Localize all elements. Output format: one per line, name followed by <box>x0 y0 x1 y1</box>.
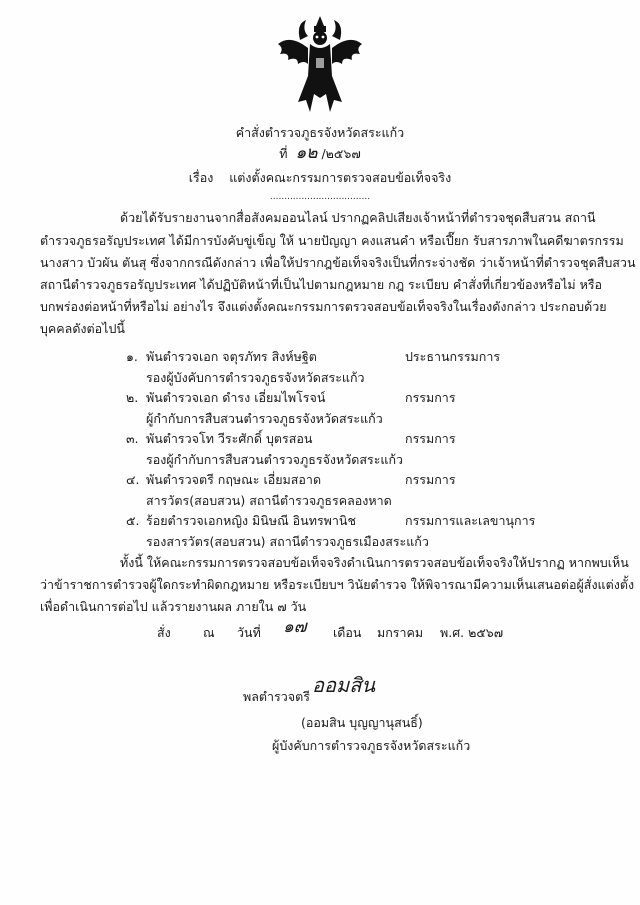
handwritten-signature: ออมสิน <box>312 673 376 697</box>
signer-rank: พลตำรวจตรี <box>243 689 310 704</box>
paragraph-line: บกพร่องต่อหน้าที่หรือไม่ อย่างไร จึงแต่งตั้งคณะกรรมการตรวจสอบข้อเท็จจริงในเรื่องดังกล่าว ประกอบด้วย <box>40 299 607 314</box>
paragraph-line: สถานีตำรวจภูธรอรัญประเทศ ได้ปฏิบัติหน้าที่เป็นไปตามกฎหมาย กฎ ระเบียบ คำสั่งที่เกี่ยวข้องหรือไม่ หรือ <box>40 277 603 292</box>
paragraph-line: ทั้งนี้ ให้คณะกรรมการตรวจสอบข้อเท็จจริงดำเนินการตรวจสอบข้อเท็จจริงให้ปรากฏ หากพบเห็น <box>120 555 629 570</box>
day-handwritten: ๑๗ <box>283 617 307 637</box>
member-name: พันตำรวจตรี กฤษณะ เอี่ยมสอาด <box>146 472 322 487</box>
signer-title: ผู้บังคับการตำรวจภูธรจังหวัดสระแก้ว <box>272 738 471 753</box>
paragraph-line: ตำรวจภูธรอรัญประเทศ ได้มีการบังคับขู่เข็ญ ให้ นายปัญญา คงแสนคำ หรือเปี๊ยก รับสารภาพในคดีฆาตรกรรม <box>40 233 624 248</box>
member-role: ประธานกรรมการ <box>405 349 501 364</box>
member-name: พันตำรวจเอก ดำรง เอี่ยมไพโรจน์ <box>146 390 326 405</box>
garuda-emblem-icon <box>270 14 370 119</box>
member-role: กรรมการ <box>405 431 456 446</box>
separator-dots: ................................... <box>269 192 371 202</box>
signer-name: (ออมสิน บุญญานุสนธิ์) <box>301 715 423 730</box>
member-number: ๕. <box>126 513 140 528</box>
order-number-handwritten: ๑๒ <box>295 143 318 163</box>
paragraph-line: บุคคลดังต่อไปนี้ <box>40 321 125 336</box>
day-label: วันที่ <box>237 625 261 640</box>
order-number-prefix: ที่ <box>279 146 288 161</box>
member-position: ผู้กำกับการสืบสวนตำรวจภูธรจังหวัดสระแก้ว <box>146 411 383 426</box>
document-title: คำสั่งตำรวจภูธรจังหวัดสระแก้ว <box>235 125 405 140</box>
year-value: พ.ศ. ๒๕๖๗ <box>440 625 504 640</box>
member-number: ๒. <box>126 390 139 405</box>
subject-line <box>0 169 640 187</box>
paragraph-line: ด้วยได้รับรายงานจากสื่อสังคมออนไลน์ ปรากฏคลิปเสียงเจ้าหน้าที่ตำรวจชุดสืบสวน สถานี <box>120 210 596 225</box>
paragraph-line: เพื่อดำเนินการต่อไป แล้วรายงานผล ภายใน ๗ วัน <box>40 599 307 614</box>
member-position: รองผู้บังคับการตำรวจภูธรจังหวัดสระแก้ว <box>146 370 365 385</box>
member-role: กรรมการและเลขานุการ <box>405 513 536 528</box>
member-position: สารวัตร(สอบสวน) สถานีตำรวจภูธรคลองหาด <box>146 493 392 508</box>
month-label: เดือน <box>333 625 362 640</box>
month-value: มกราคม <box>377 625 424 640</box>
subject-text: แต่งตั้งคณะกรรมการตรวจสอบข้อเท็จจริง <box>229 170 452 185</box>
paragraph-line: นางสาว บัวผัน ตันสุ ซึ่งจากกรณีดังกล่าว เพื่อให้ปรากฎข้อเท็จจริงเป็นที่กระจ่างชัด ว่าเจ้าหน้าที่ตำรวจชุดสืบสวน <box>40 255 636 270</box>
member-position: รองผู้กำกับการสืบสวนตำรวจภูธรจังหวัดสระแก้ว <box>146 452 404 467</box>
member-role: กรรมการ <box>405 472 456 487</box>
order-number-suffix: /๒๕๖๗ <box>321 146 361 161</box>
paragraph-line: ว่าข้าราชการตำรวจผู้ใดกระทำผิดกฎหมาย หรือระเบียบฯ วินัยตำรวจ ให้พิจารณามีความเห็นเสนอต่อผู้สั่งแต่งตั้ง <box>40 577 635 592</box>
at-label: ณ <box>203 625 215 640</box>
member-name: ร้อยตำรวจเอกหญิง มินิษณี อินทรพานิช <box>146 513 356 528</box>
order-label: สั่ง <box>157 625 171 640</box>
member-position: รองสารวัตร(สอบสวน) สถานีตำรวจภูธรเมืองสระแก้ว <box>146 534 429 549</box>
member-role: กรรมการ <box>405 390 456 405</box>
order-number <box>0 144 640 163</box>
member-number: ๓. <box>126 431 139 446</box>
member-name: พันตำรวจโท วีระศักดิ์ บุตรสอน <box>146 431 313 446</box>
member-number: ๔. <box>126 472 140 487</box>
member-number: ๑. <box>126 349 138 364</box>
member-name: พันตำรวจเอก จตุรภัทร สิงห์ษฐิต <box>146 349 317 364</box>
subject-label: เรื่อง <box>188 170 214 185</box>
